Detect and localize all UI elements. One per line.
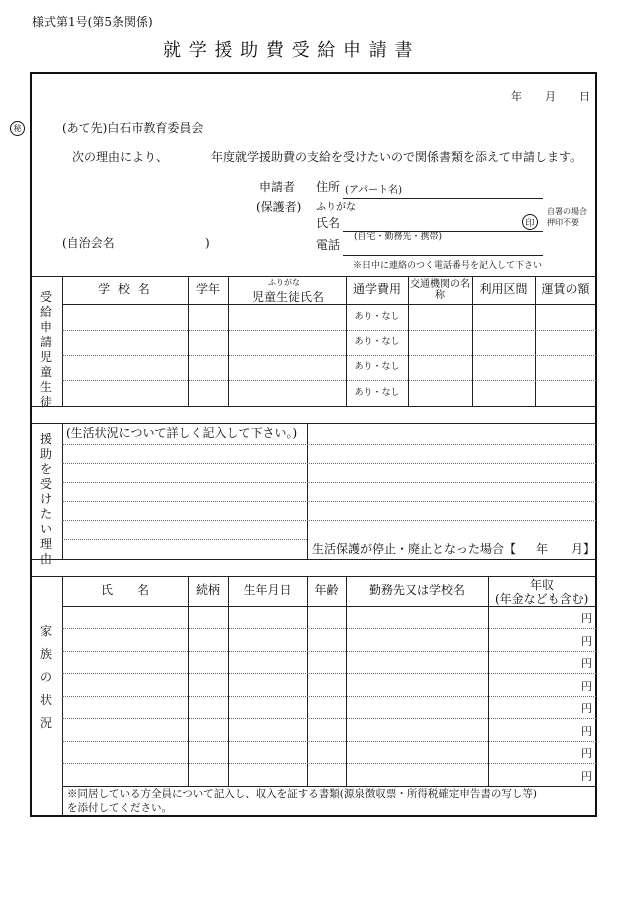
yen-unit: 円 [581, 725, 592, 738]
col-age: 年齢 [314, 583, 339, 598]
date-year-label[interactable]: 年 [511, 90, 522, 103]
statement-suffix: 年度就学援助費の支給を受けたいので関係書類を添えて申請します。 [211, 150, 583, 164]
address-label: 住所 [316, 180, 341, 194]
family-row-divider [62, 673, 596, 674]
family-row-divider [62, 718, 596, 719]
addressee: (あて先)白石市教育委員会 [62, 121, 204, 135]
students-header-line [62, 304, 596, 305]
family-note-line [62, 786, 596, 787]
yen-unit: 円 [581, 680, 592, 693]
students-col-line [228, 276, 229, 406]
jichikai-label: (自治会名 [62, 236, 115, 250]
yen-unit: 円 [581, 612, 592, 625]
family-note-line1: ※同居している方全員について記入し、収入を証する書類(源泉徴収票・所得税確定申告書の写し等) [67, 788, 537, 800]
commute-option[interactable]: あり・なし [354, 362, 400, 373]
reason-writing-line[interactable] [62, 501, 596, 502]
confidential-mark: 秘 [10, 121, 25, 136]
family-row-divider [62, 763, 596, 764]
family-col-line [228, 576, 229, 786]
phone-hint: (自宅・勤務先・携帯) [354, 232, 443, 242]
col-family-name: 氏 名 [100, 583, 149, 598]
seal-mark: 印 [522, 214, 538, 230]
reason-side-label: 援助を受けたい理由 [39, 432, 52, 566]
col-section: 利用区間 [479, 282, 528, 297]
family-note-line2: を添付してください。 [67, 802, 172, 814]
family-row-divider [62, 651, 596, 652]
col-workplace: 勤務先又は学校名 [368, 583, 465, 598]
students-row-divider [62, 355, 596, 356]
reason-bottom-line [31, 559, 596, 560]
form-number: 様式第1号(第5条関係) [32, 15, 153, 29]
reason-writing-line[interactable] [62, 520, 596, 521]
name-label: 氏名 [316, 216, 341, 230]
col-commute-cost: 通学費用 [352, 282, 401, 297]
students-side-label: 受給申請児童生徒 [39, 290, 52, 409]
col-student-furigana: ふりがな [268, 278, 300, 287]
col-fare: 運賃の額 [541, 282, 590, 297]
welfare-note: 生活保護が停止・廃止となった場合【 [312, 542, 517, 556]
commute-option[interactable]: あり・なし [354, 337, 400, 348]
welfare-year[interactable]: 年 [536, 542, 549, 556]
students-col-line [408, 276, 409, 406]
address-input-line[interactable] [343, 198, 543, 199]
apartment-hint: (アパート名) [345, 185, 403, 196]
yen-unit: 円 [581, 747, 592, 760]
seal-note-2: 押印不要 [547, 218, 579, 227]
reason-writing-line[interactable] [62, 482, 596, 483]
col-income-note: (年金なども含む) [495, 592, 589, 606]
welfare-month[interactable]: 月】 [571, 542, 596, 556]
family-col-line [307, 576, 308, 786]
seal-note-1: 自署の場合 [547, 207, 587, 216]
col-income: 年収 [530, 578, 555, 592]
phone-input-line[interactable] [343, 255, 543, 256]
reason-instruction: (生活状況について詳しく記入して下さい。) [66, 426, 298, 440]
family-row-divider [62, 696, 596, 697]
col-transport-name: 交通機関の名称 [410, 278, 470, 301]
phone-label: 電話 [316, 238, 341, 252]
yen-unit: 円 [581, 702, 592, 715]
yen-unit: 円 [581, 657, 592, 670]
family-side-label: 家族の状況 [39, 624, 52, 730]
yen-unit: 円 [581, 635, 592, 648]
applicant-label: 申請者 [259, 180, 296, 194]
commute-option[interactable]: あり・なし [354, 312, 400, 323]
family-header-line [62, 606, 596, 607]
guardian-label: (保護者) [256, 200, 302, 214]
family-col-line [188, 576, 189, 786]
students-row-divider [62, 380, 596, 381]
reason-writing-line[interactable] [62, 463, 596, 464]
statement-prefix: 次の理由により、 [72, 150, 169, 164]
col-school-name: 学 校 名 [98, 282, 152, 297]
date-day-label[interactable]: 日 [579, 90, 590, 103]
phone-note: ※日中に連絡のつく電話番号を記入して下さい [353, 261, 543, 271]
family-row-divider [62, 741, 596, 742]
commute-option[interactable]: あり・なし [354, 388, 400, 399]
students-row-divider [62, 330, 596, 331]
students-bottom-line [31, 406, 596, 407]
col-student-name: 児童生徒氏名 [252, 290, 325, 304]
yen-unit: 円 [581, 770, 592, 783]
family-col-line [346, 576, 347, 786]
form-title: 就 学 援 助 費 受 給 申 請 書 [163, 40, 414, 61]
family-row-divider [62, 628, 596, 629]
family-col-line [488, 576, 489, 786]
reason-writing-line[interactable] [62, 539, 307, 540]
furigana-label: ふりがな [316, 202, 356, 213]
date-month-label[interactable]: 月 [545, 90, 556, 103]
col-birth-date: 生年月日 [243, 583, 292, 598]
col-grade: 学年 [195, 282, 220, 297]
reason-top-line [31, 423, 596, 424]
reason-writing-line[interactable] [62, 444, 596, 445]
col-relation: 続柄 [195, 583, 220, 598]
jichikai-close: ) [205, 236, 210, 250]
